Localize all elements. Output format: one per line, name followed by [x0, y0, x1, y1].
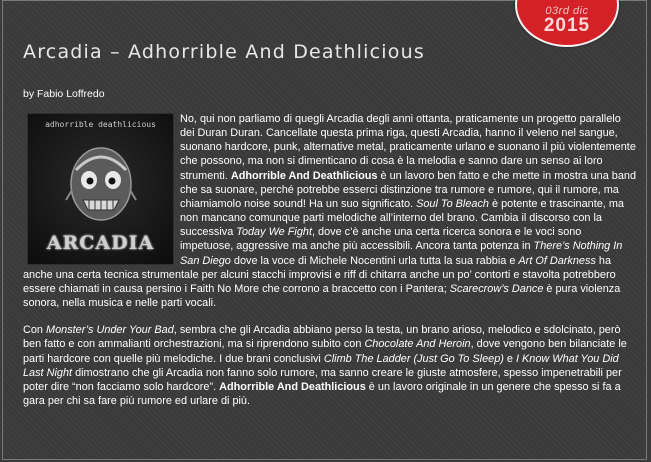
paragraph-2 [23, 323, 637, 408]
song-title: Today We Fight [236, 226, 312, 239]
song-title: Art Of Darkness [518, 254, 596, 267]
text: è un lavoro originale in un genere che spesso si fa a gara per chi sa fare più rumore ed urlare di più. [23, 380, 621, 407]
album-title: Adhorrible And Deathlicious [219, 380, 366, 393]
text: , dove c’è anche una certa ricerca sonora e le voci sono impetuose, aggressive ma anche più accessibili. Ancora tanta potenza in [180, 226, 582, 253]
song-title: Chocolate And Heroin [364, 338, 471, 351]
song-title: I Know What You Did Last Night [23, 352, 619, 379]
song-title: Soul To Bleach [416, 197, 489, 210]
text: è pura violenza sonora, nella musica e nelle parti vocali. [23, 282, 621, 310]
text: dove la voce di Michele Nocentini urla tutta la sua rabbia e [230, 254, 519, 267]
album-title: Adhorrible And Deathlicious [230, 169, 378, 182]
post-title[interactable]: Arcadia – Adhorrible And Deathlicious [23, 41, 425, 63]
text: è un lavoro ben fatto e che mette in mostra una band che sa suonare, perché potrebbe esserci distinzione tra rumore e rumore, qui il rumore, ma chiamiamolo noise sound! Ha un suo significato. [180, 169, 636, 210]
song-title: Monster’s Under Your Bad [46, 324, 174, 337]
text: , sembra che gli Arcadia abbiano perso la testa, un brano arioso, melodico e sdolcinato, però ben fatto e con ammalianti orchestrazioni, ma si riprendono subito con [23, 324, 621, 351]
post-panel [2, 0, 647, 460]
text: No, qui non parliamo di quegli Arcadia degli anni ottanta, praticamente un progetto parallelo dei Duran Duran. Cancellate questa prima riga, questi Arcadia, hanno il veleno nel sangue, suonano hardcore, punk, alternative metal, praticamente urlano e suonano il più violentemente che possono, ma non si dimenticano di cosa è la melodia e sanno dare un senso ai loro strumenti. [180, 113, 636, 182]
cover-band-name: ARCADIA [46, 232, 155, 254]
song-title: Climb The Ladder (Just Go To Sleep) [323, 352, 504, 365]
text: dimostrano che gli Arcadia non fanno solo rumore, ma sanno creare le giuste atmosfere, spesso impenetrabili per poter dire “non facciamo solo hardcore”. [23, 366, 622, 393]
text: è potente e trascinante, ma non mancano comunque parti melodiche all’interno del brano. Cambia il discorso con la successiva [180, 197, 624, 239]
date-day: 03rd dic [545, 5, 589, 17]
song-title: Scarecrow’s Dance [449, 282, 544, 295]
cover-caption: adhorrible deathlicious [45, 120, 156, 129]
text: ha anche una certa tecnica strumentale per alcuni stacchi improvisi e riff di chitarra anche un po’ contorti e stavolta potrebbero essere chiamati in causa persino i Faith No More che corrono a braccetto con i Pantera; [23, 254, 616, 295]
text: Con [23, 324, 47, 337]
text: , dove vengono ben bilanciate le parti hardcore con quelle più melodiche. I due brani conclusivi [23, 338, 627, 365]
text: e [503, 352, 516, 365]
date-year: 2015 [543, 15, 591, 36]
post-byline: by Fabio Loffredo [23, 88, 105, 100]
skull-mascot-icon [64, 140, 138, 226]
song-title: There’s Nothing In San Diego [180, 240, 623, 267]
date-badge [515, 0, 619, 47]
album-cover-image [28, 114, 173, 264]
